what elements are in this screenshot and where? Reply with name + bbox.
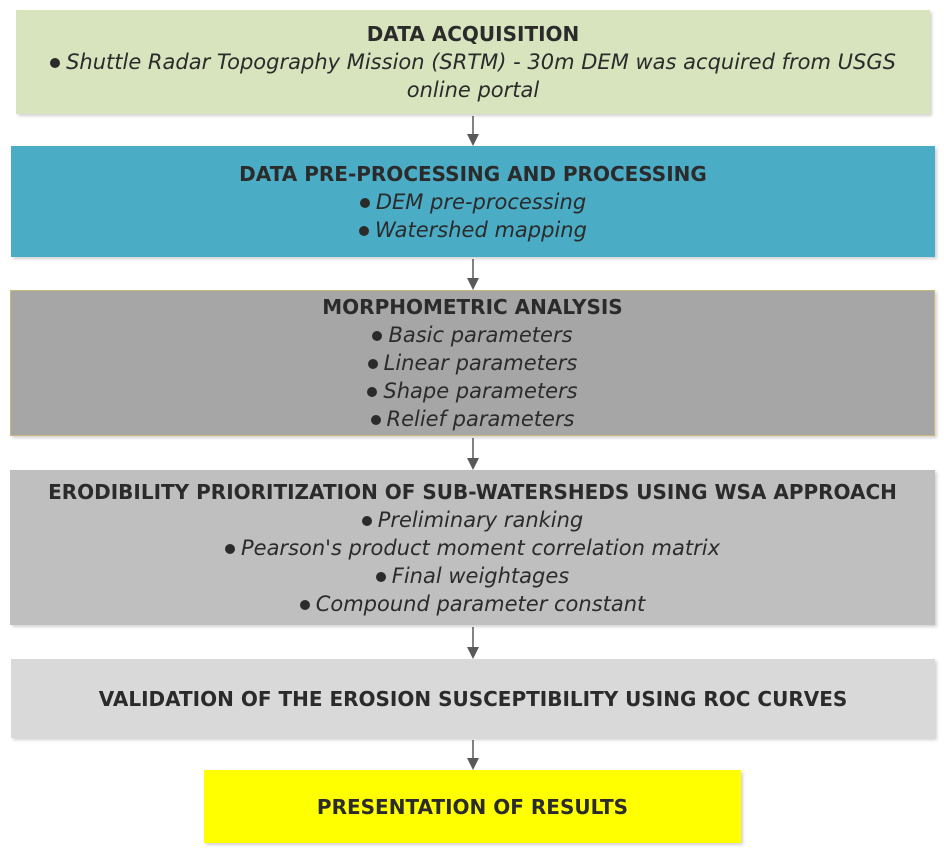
- morphometric-bullet: [371, 405, 575, 433]
- bullet-dot-icon: [376, 572, 386, 582]
- validation-title: VALIDATION OF THE EROSION SUSCEPTIBILITY USING ROC CURVES: [98, 686, 848, 711]
- bullet-text: Pearson's product moment correlation matrix: [240, 535, 721, 560]
- validation-box: [11, 659, 935, 738]
- morphometric-analysis-box: [10, 290, 935, 436]
- bullet-dot-icon: [371, 415, 381, 425]
- bullet-text: Compound parameter constant: [315, 591, 646, 616]
- prioritization-bullet: [362, 506, 584, 534]
- bullet-text: Linear parameters: [383, 351, 578, 375]
- erodibility-prioritization-box: [10, 470, 935, 625]
- presentation-of-results-box: [204, 770, 741, 843]
- data-processing-title: DATA PRE-PROCESSING AND PROCESSING: [239, 161, 707, 186]
- morphometric-bullet: [372, 321, 572, 349]
- data-processing-box: [11, 146, 935, 257]
- bullet-text: Relief parameters: [386, 407, 575, 431]
- bullet-dot-icon: [367, 387, 377, 397]
- morphometric-analysis-title: MORPHOMETRIC ANALYSIS: [322, 295, 623, 319]
- presentation-of-results-title: PRESENTATION OF RESULTS: [316, 794, 629, 819]
- bullet-dot-icon: [50, 58, 60, 68]
- bullet-dot-icon: [300, 600, 310, 610]
- morphometric-bullet: [367, 377, 577, 405]
- bullet-dot-icon: [368, 359, 378, 369]
- bullet-text: Shuttle Radar Topography Mission (SRTM) - 30m DEM was acquired from USGS online portal: [66, 50, 896, 102]
- data-processing-bullet: [359, 216, 587, 244]
- data-processing-bullet: [360, 188, 586, 216]
- data-acquisition-bullet: [33, 48, 913, 104]
- prioritization-bullet: [225, 534, 720, 562]
- bullet-dot-icon: [225, 544, 235, 554]
- bullet-text: Final weightages: [391, 563, 570, 588]
- bullet-text: DEM pre-processing: [375, 189, 587, 214]
- morphometric-bullet: [368, 349, 578, 377]
- prioritization-bullet: [376, 562, 569, 590]
- bullet-text: Shape parameters: [383, 379, 578, 403]
- bullet-dot-icon: [359, 226, 369, 236]
- data-acquisition-title: DATA ACQUISITION: [366, 22, 580, 46]
- erodibility-prioritization-title: ERODIBILITY PRIORITIZATION OF SUB-WATERSHEDS USING WSA APPROACH: [48, 479, 897, 504]
- prioritization-bullet: [300, 590, 646, 618]
- bullet-text: Preliminary ranking: [377, 507, 584, 532]
- bullet-text: Watershed mapping: [375, 217, 587, 242]
- data-acquisition-box: [16, 10, 930, 114]
- bullet-dot-icon: [372, 331, 382, 341]
- bullet-dot-icon: [360, 198, 370, 208]
- bullet-text: Basic parameters: [388, 323, 573, 347]
- bullet-dot-icon: [362, 516, 372, 526]
